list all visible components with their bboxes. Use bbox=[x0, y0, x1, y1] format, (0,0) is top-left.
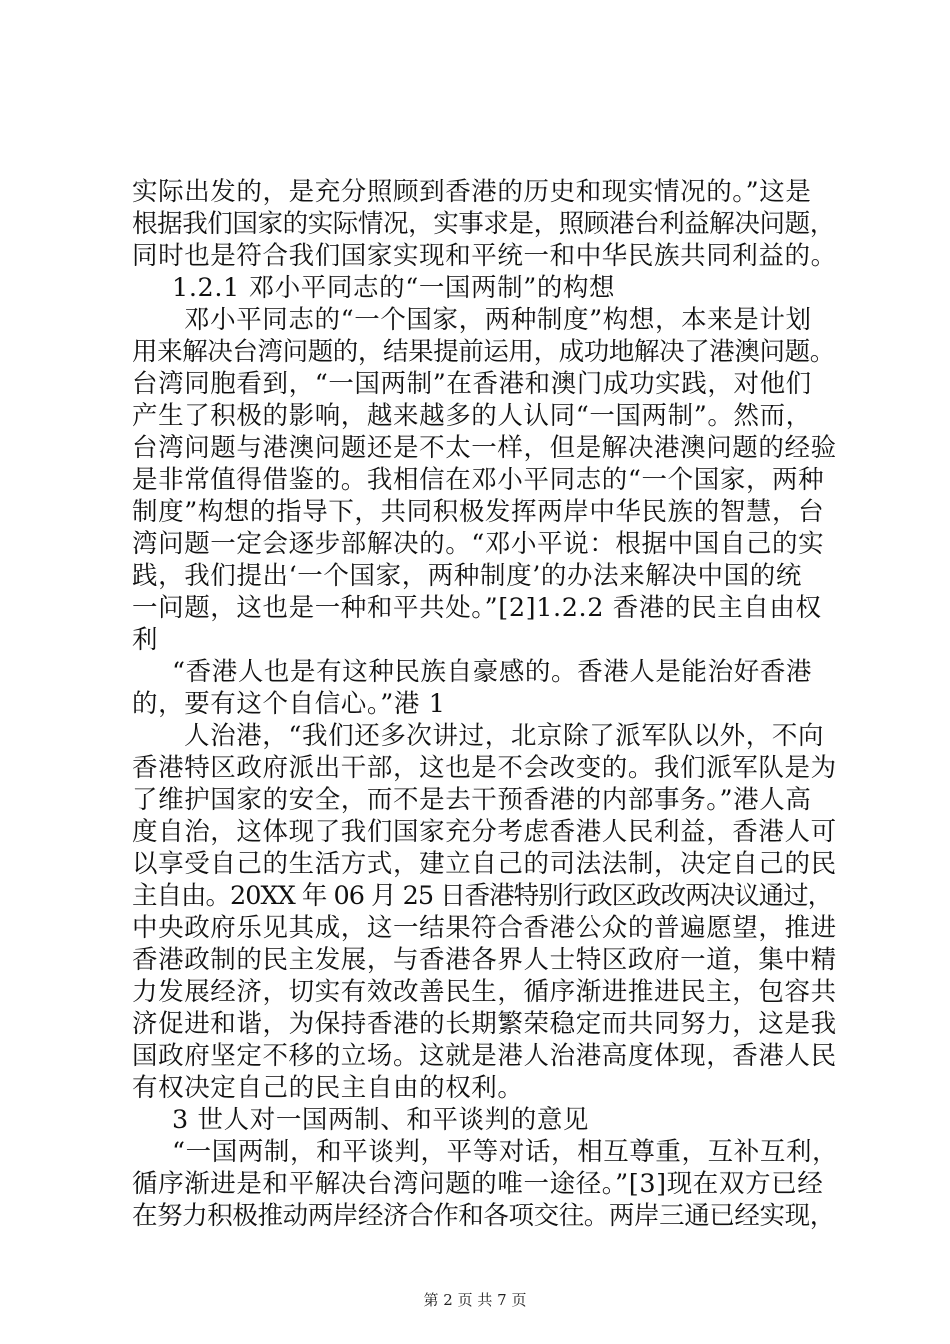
text-line: 以享受自己的生活方式，建立自己的司法法制，决定自己的民 bbox=[132, 849, 837, 879]
text-line: 制度”构想的指导下，共同积极发挥两岸中华民族的智慧，台 bbox=[132, 497, 825, 527]
text-line: 台湾同胞看到，“一国两制”在香港和澳门成功实践，对他们 bbox=[132, 369, 812, 399]
text-line: 同时也是符合我们国家实现和平统一和中华民族共同利益的。 bbox=[132, 241, 837, 271]
text-line: 利 bbox=[132, 625, 159, 655]
text-line: 邓小平同志的“一个国家，两种制度”构想，本来是计划 bbox=[184, 305, 812, 335]
text-line: 台湾问题与港澳问题还是不太一样，但是解决港澳问题的经验 bbox=[132, 433, 837, 463]
text-line: 用来解决台湾问题的，结果提前运用，成功地解决了港澳问题。 bbox=[132, 337, 835, 367]
text-line: 实际出发的，是充分照顾到香港的历史和现实情况的。”这是 bbox=[132, 177, 812, 207]
text-line: 根据我们国家的实际情况，实事求是，照顾港台利益解决问题， bbox=[132, 209, 835, 239]
text-line: 在努力积极推动两岸经济合作和各项交往。两岸三通已经实现， bbox=[132, 1201, 835, 1231]
text-line: 一问题，这也是一种和平共处。”[2]1.2.2 香港的民主自由权 bbox=[132, 593, 822, 623]
text-line: 湾问题一定会逐步部解决的。“邓小平说：根据中国自己的实 bbox=[132, 529, 825, 559]
section-heading: 3 世人对一国两制、和平谈判的意见 bbox=[172, 1105, 590, 1135]
text-line: 是非常值得借鉴的。我相信在邓小平同志的“一个国家，两种 bbox=[132, 465, 825, 495]
section-heading: 1.2.1 邓小平同志的“一国两制”的构想 bbox=[172, 273, 616, 303]
text-line: 产生了积极的影响，越来越多的人认同“一国两制”。然而， bbox=[132, 401, 812, 431]
text-line: 人治港，“我们还多次讲过，北京除了派军队以外，不向 bbox=[184, 721, 825, 751]
text-line: 践，我们提出‘一个国家，两种制度’的办法来解决中国的统 bbox=[132, 561, 802, 591]
text-line: 力发展经济，切实有效改善民生，循序渐进推进民主，包容共 bbox=[132, 977, 837, 1007]
text-line: 度自治，这体现了我们国家充分考虑香港人民利益，香港人可 bbox=[132, 817, 837, 847]
text-line: 了维护国家的安全，而不是去干预香港的内部事务。”港人高 bbox=[132, 785, 812, 815]
text-line: “一国两制，和平谈判，平等对话，相互尊重，互补互利， bbox=[172, 1137, 839, 1167]
text-line: 中央政府乐见其成，这一结果符合香港公众的普遍愿望，推进 bbox=[132, 913, 837, 943]
text-line: 香港政制的民主发展，与香港各界人士特区政府一道，集中精 bbox=[132, 945, 837, 975]
text-line: 香港特区政府派出干部，这也是不会改变的。我们派军队是为 bbox=[132, 753, 837, 783]
text-line: “香港人也是有这种民族自豪感的。香港人是能治好香港 bbox=[172, 657, 813, 687]
text-line: 有权决定自己的民主自由的权利。 bbox=[132, 1073, 524, 1103]
text-line: 济促进和谐，为保持香港的长期繁荣稳定而共同努力，这是我 bbox=[132, 1009, 837, 1039]
text-line: 国政府坚定不移的立场。这就是港人治港高度体现，香港人民 bbox=[132, 1041, 837, 1071]
page-footer: 第 2 页 共 7 页 bbox=[423, 1291, 527, 1309]
text-line: 循序渐进是和平解决台湾问题的唯一途径。”[3]现在双方已经 bbox=[132, 1169, 824, 1199]
text-line: 主自由。20XX 年 06 月 25 日香港特别行政区政改两决议通过， bbox=[132, 881, 833, 911]
text-line: 的，要有这个自信心。”港 1 bbox=[132, 689, 446, 719]
